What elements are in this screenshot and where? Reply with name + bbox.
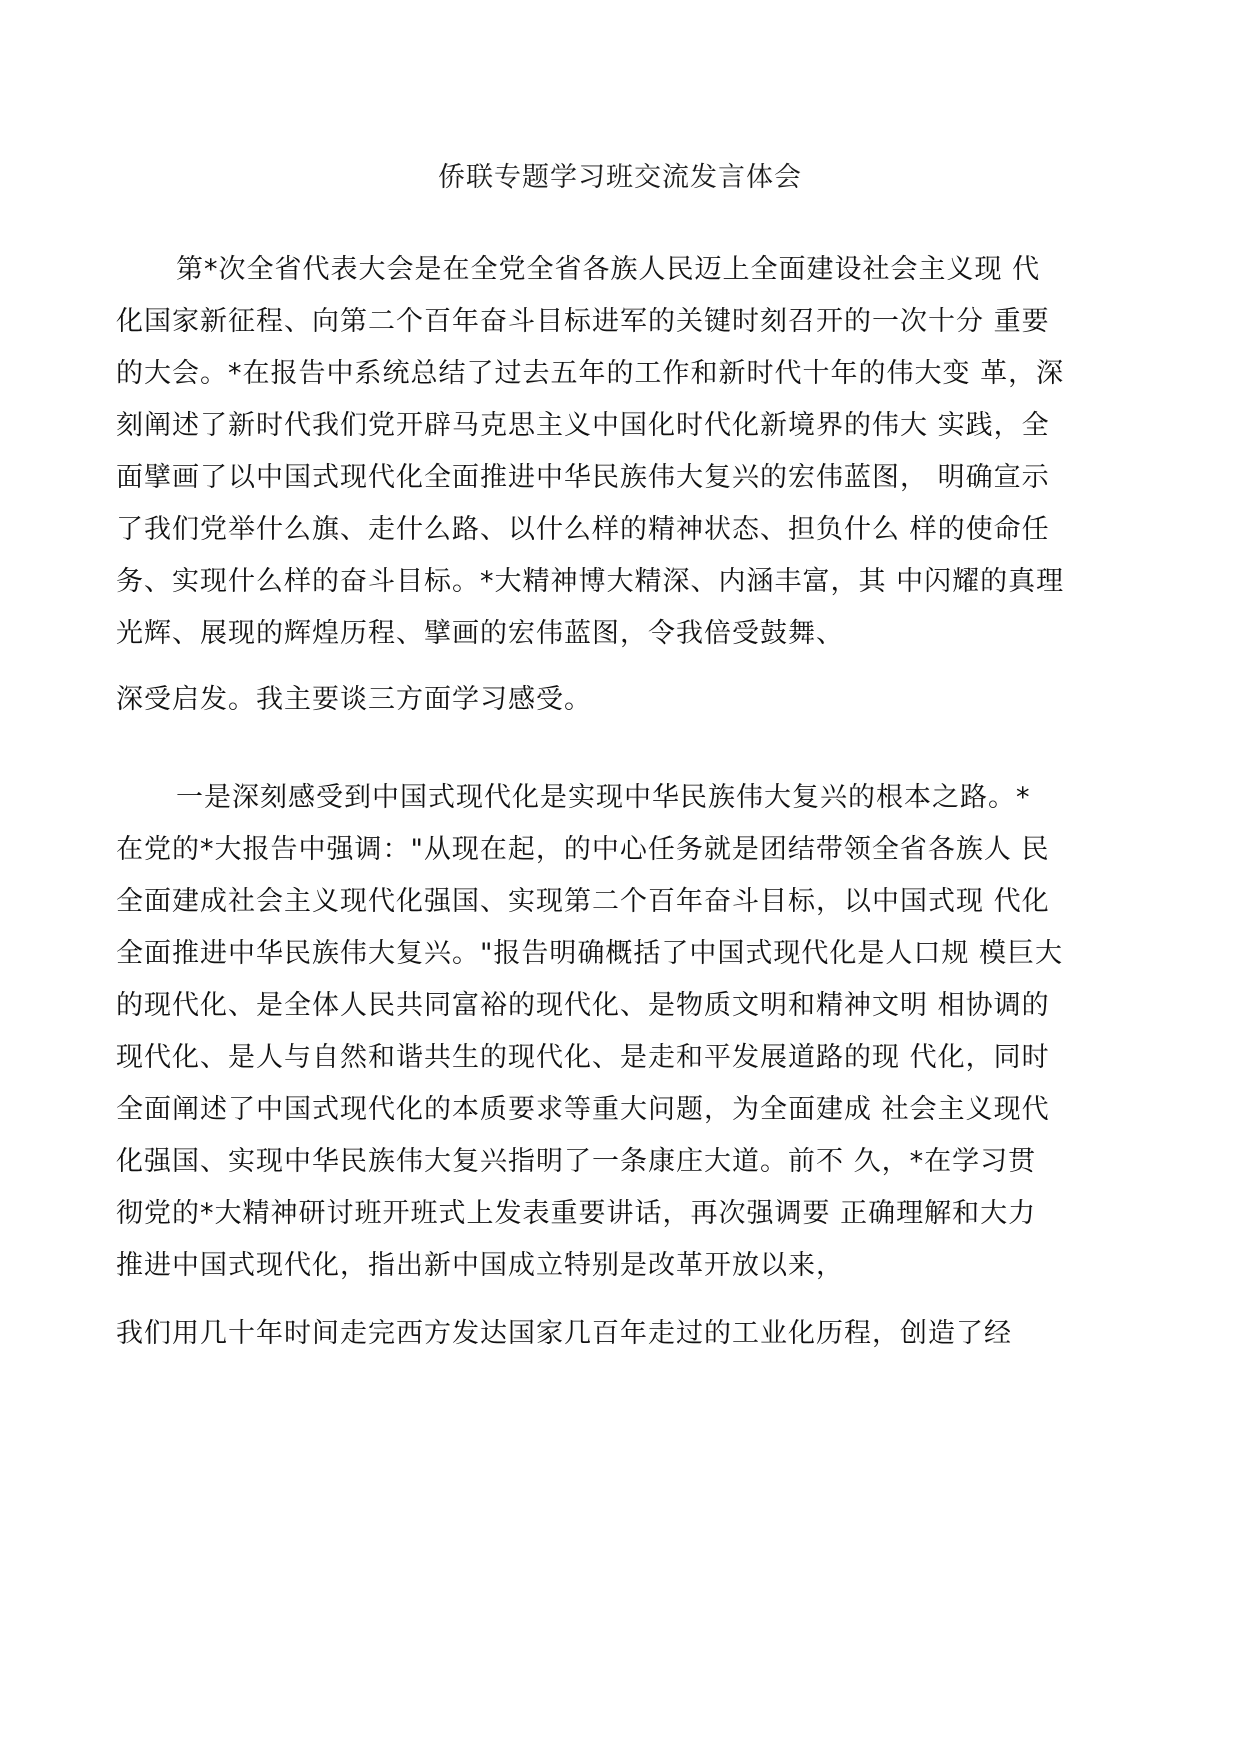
paragraph-line: 全面推进中华民族伟大复兴。"报告明确概括了中国式现代化是人口规 模巨大 [116,938,1063,969]
paragraph-line: 在党的*大报告中强调："从现在起，的中心任务就是团结带领全省各族人 民 [116,834,1050,865]
paragraph-line: 光辉、展现的辉煌历程、擘画的宏伟蓝图，令我倍受鼓舞、 [116,618,844,649]
paragraph-line: 务、实现什么样的奋斗目标。*大精神博大精深、内涵丰富，其 中闪耀的真理 [116,566,1065,597]
paragraph-line: 化强国、实现中华民族伟大复兴指明了一条康庄大道。前不 久，*在学习贯 [116,1146,1037,1177]
paragraph-line: 面擘画了以中国式现代化全面推进中华民族伟大复兴的宏伟蓝图， 明确宣示 [116,462,1050,493]
paragraph-line: 我们用几十年时间走完西方发达国家几百年走过的工业化历程，创造了经 [116,1318,1012,1349]
paragraph-line: 全面阐述了中国式现代化的本质要求等重大问题，为全面建成 社会主义现代 [116,1094,1050,1125]
paragraph-line: 了我们党举什么旗、走什么路、以什么样的精神状态、担负什么 样的使命任 [116,514,1050,545]
paragraph-line: 推进中国式现代化，指出新中国成立特别是改革开放以来， [116,1250,844,1281]
paragraph-line: 第*次全省代表大会是在全党全省各族人民迈上全面建设社会主义现 代 [176,254,1041,285]
paragraph-line: 化国家新征程、向第二个百年奋斗目标进军的关键时刻召开的一次十分 重要 [116,306,1050,337]
paragraph-line: 的大会。*在报告中系统总结了过去五年的工作和新时代十年的伟大变 革，深 [116,358,1065,389]
paragraph-line: 现代化、是人与自然和谐共生的现代化、是走和平发展道路的现 代化，同时 [116,1042,1050,1073]
document-title: 侨联专题学习班交流发言体会 [438,162,802,193]
paragraph-line: 的现代化、是全体人民共同富裕的现代化、是物质文明和精神文明 相协调的 [116,990,1050,1021]
paragraph-line: 刻阐述了新时代我们党开辟马克思主义中国化时代化新境界的伟大 实践，全 [116,410,1050,441]
paragraph-line: 一是深刻感受到中国式现代化是实现中华民族伟大复兴的根本之路。* [176,782,1031,813]
paragraph-line: 全面建成社会主义现代化强国、实现第二个百年奋斗目标，以中国式现 代化 [116,886,1050,917]
paragraph-line: 深受启发。我主要谈三方面学习感受。 [116,684,592,715]
paragraph-line: 彻党的*大精神研讨班开班式上发表重要讲话，再次强调要 正确理解和大力 [116,1198,1037,1229]
